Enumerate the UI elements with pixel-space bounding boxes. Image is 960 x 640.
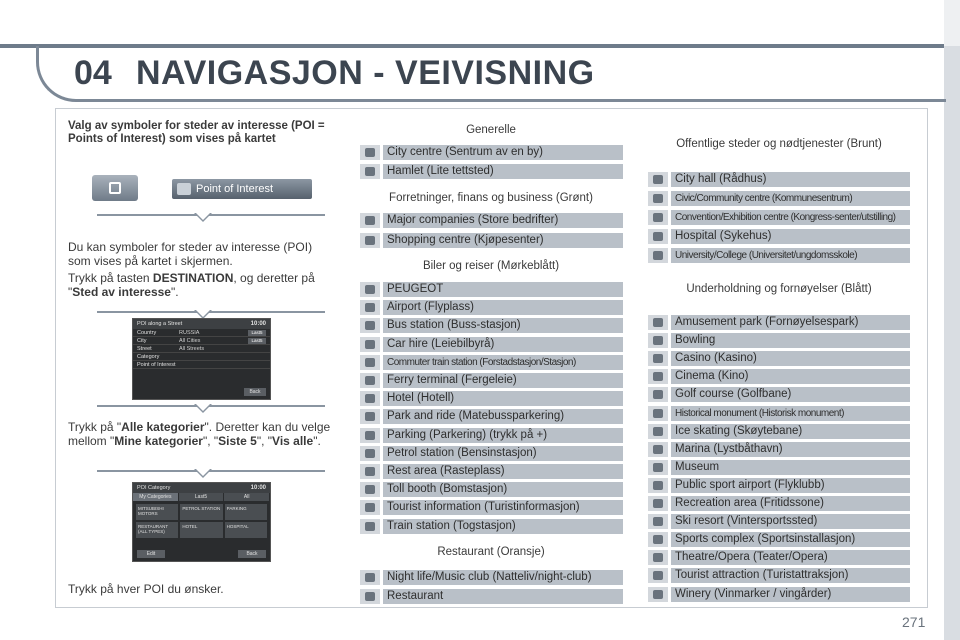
section-cars: Biler og reiser (Mørkeblått)	[422, 260, 560, 272]
poi-list-item	[648, 369, 910, 384]
poi-category-icon	[648, 387, 668, 402]
poi-list-item-label: City centre (Sentrum av en by)	[383, 145, 623, 160]
poi-list-item-label: Recreation area (Fritidssone)	[671, 496, 910, 511]
poi-list-item	[360, 337, 623, 352]
poi-list-item-label: Tourist information (Turistinformasjon)	[383, 500, 623, 515]
page-title: NAVIGASJON - VEIVISNING	[136, 54, 595, 92]
poi-button[interactable]	[172, 179, 312, 199]
poi-category-icon	[360, 391, 380, 406]
poi-category-icon	[360, 282, 380, 297]
poi-list-item	[648, 442, 910, 457]
poi-list-item	[360, 282, 623, 297]
poi-category-icon	[360, 145, 380, 160]
screenshot-poi-category: POI Category 10:00 My Categories Last5 All MITSUBISHI MOTORS PETROL STATION PARKING RESTAURANT (ALL TYPES) HOTEL HOSPITAL Edit Back	[132, 482, 271, 562]
poi-list-item	[360, 589, 623, 604]
poi-category-icon	[360, 500, 380, 515]
poi-category-icon	[648, 333, 668, 348]
poi-list-item-label: Park and ride (Matebussparkering)	[383, 409, 623, 424]
poi-list-item-label: Ice skating (Skøytebane)	[671, 424, 910, 439]
poi-list-item	[648, 532, 910, 547]
poi-list-item-label: Convention/Exhibition centre (Kongress-senter/utstilling)	[671, 210, 910, 225]
paragraph-1: Du kan symboler for steder av interesse (POI) som vises på kartet i skjermen.	[68, 240, 313, 268]
separator	[97, 470, 325, 472]
poi-button-label: Point of Interest	[196, 183, 274, 195]
poi-list-item	[648, 229, 910, 244]
poi-list-item	[648, 550, 910, 565]
poi-category-icon	[360, 300, 380, 315]
poi-list-item	[360, 391, 623, 406]
poi-list-item	[648, 587, 910, 602]
poi-list-item	[360, 164, 623, 179]
poi-list-item	[360, 500, 623, 515]
page-corner	[944, 0, 960, 46]
poi-list-item-label: Airport (Flyplass)	[383, 300, 623, 315]
poi-list-item	[648, 210, 910, 225]
poi-category-icon	[648, 514, 668, 529]
poi-list-item-label: Hamlet (Lite tettsted)	[383, 164, 623, 179]
poi-list-item	[360, 300, 623, 315]
poi-list-item	[648, 460, 910, 475]
poi-list-item-label: Rest area (Rasteplass)	[383, 464, 623, 479]
poi-category-icon	[360, 428, 380, 443]
poi-list-item-label: Public sport airport (Flyklubb)	[671, 478, 910, 493]
poi-category-icon	[648, 191, 668, 206]
poi-list-item-label: Golf course (Golfbane)	[671, 387, 910, 402]
section-restaurant: Restaurant (Oransje)	[437, 546, 545, 558]
poi-list-item	[648, 315, 910, 330]
paragraph-4: Trykk på hver POI du ønsker.	[68, 582, 224, 596]
map-dpad-button[interactable]	[92, 175, 138, 201]
poi-list-item-label: Ski resort (Vintersportssted)	[671, 514, 910, 529]
poi-category-icon	[648, 210, 668, 225]
poi-category-icon	[648, 315, 668, 330]
poi-category-icon	[360, 318, 380, 333]
separator	[97, 311, 325, 313]
poi-category-icon	[360, 355, 380, 370]
poi-list-item-label: Amusement park (Fornøyelsespark)	[671, 315, 910, 330]
poi-list-item	[648, 478, 910, 493]
poi-list-item-label: Winery (Vinmarker / vingårder)	[671, 587, 910, 602]
separator	[97, 214, 325, 216]
poi-list-item-label: Civic/Community centre (Kommunesentrum)	[671, 191, 910, 206]
poi-category-icon	[360, 164, 380, 179]
poi-category-icon	[648, 568, 668, 583]
poi-list-item-label: Restaurant	[383, 589, 623, 604]
paragraph-3: Trykk på "Alle kategorier". Deretter kan du velge mellom "Mine kategorier", "Siste 5", "Vis alle".	[68, 420, 331, 448]
poi-list-item-label: Commuter train station (Forstadstasjon/Stasjon)	[383, 355, 623, 370]
section-general: Generelle	[466, 124, 516, 136]
poi-category-icon	[648, 442, 668, 457]
poi-list-item	[360, 446, 623, 461]
poi-list-item	[360, 519, 623, 534]
poi-category-icon	[648, 351, 668, 366]
section-leisure: Underholdning og fornøyelser (Blått)	[686, 283, 872, 295]
poi-list-item-label: Hospital (Sykehus)	[671, 229, 910, 244]
poi-category-icon	[648, 406, 668, 421]
poi-list-item-label: Bus station (Buss-stasjon)	[383, 318, 623, 333]
poi-list-item-label: Night life/Music club (Natteliv/night-club)	[383, 570, 623, 585]
chapter-number: 04	[74, 54, 112, 92]
poi-list-item-label: Toll booth (Bomstasjon)	[383, 482, 623, 497]
poi-list-item	[648, 424, 910, 439]
separator	[97, 405, 325, 407]
poi-list-item	[360, 355, 623, 370]
poi-list-item	[360, 464, 623, 479]
poi-list-item-label: Sports complex (Sportsinstallasjon)	[671, 532, 910, 547]
poi-list-item	[360, 145, 623, 160]
poi-list-item-label: Car hire (Leiebilbyrå)	[383, 337, 623, 352]
poi-list-item-label: Casino (Kasino)	[671, 351, 910, 366]
poi-category-icon	[648, 478, 668, 493]
poi-category-icon	[648, 496, 668, 511]
poi-category-icon	[360, 233, 380, 248]
poi-list-item	[648, 496, 910, 511]
poi-list-item-label: Marina (Lystbåthavn)	[671, 442, 910, 457]
poi-list-item-label: Museum	[671, 460, 910, 475]
poi-list-item-label: Major companies (Store bedrifter)	[383, 213, 623, 228]
poi-list-item-label: PEUGEOT	[383, 282, 623, 297]
poi-list-item	[648, 514, 910, 529]
poi-category-icon	[360, 409, 380, 424]
page-edge-bar	[944, 46, 960, 640]
poi-list-item	[360, 318, 623, 333]
poi-list-item	[360, 373, 623, 388]
poi-category-icon	[648, 248, 668, 263]
poi-list-item-label: Shopping centre (Kjøpesenter)	[383, 233, 623, 248]
poi-category-icon	[648, 172, 668, 187]
dpad-icon	[109, 182, 121, 194]
poi-list-item	[648, 568, 910, 583]
poi-list-item	[648, 406, 910, 421]
poi-list-item	[360, 428, 623, 443]
poi-category-icon	[648, 550, 668, 565]
poi-list-item-label: Petrol station (Bensinstasjon)	[383, 446, 623, 461]
poi-list-item	[648, 333, 910, 348]
poi-list-item-label: Bowling	[671, 333, 910, 348]
poi-category-icon	[648, 587, 668, 602]
paragraph-2: Trykk på tasten DESTINATION, og deretter på "Sted av interesse".	[68, 271, 315, 299]
poi-category-icon	[360, 373, 380, 388]
poi-list-item-label: Historical monument (Historisk monument)	[671, 406, 910, 421]
poi-list-item	[360, 213, 623, 228]
poi-list-item-label: Train station (Togstasjon)	[383, 519, 623, 534]
poi-category-icon	[360, 337, 380, 352]
poi-category-icon	[360, 589, 380, 604]
screenshot-poi-street: POI along a Street 10:00 Country RUSSIA Last5 City All Cities Last5 Street All Streets Category Point of Interest Back	[132, 318, 271, 400]
poi-list-item	[360, 233, 623, 248]
poi-category-icon	[648, 532, 668, 547]
poi-icon	[177, 183, 191, 195]
poi-category-icon	[360, 519, 380, 534]
poi-list-item	[648, 387, 910, 402]
poi-list-item	[648, 172, 910, 187]
poi-category-icon	[360, 464, 380, 479]
section-public: Offentlige steder og nødtjenester (Brunt)	[676, 138, 882, 150]
intro-title: Valg av symboler for steder av interesse (POI = Points of Interest) som vises på kartet	[68, 120, 325, 145]
poi-category-icon	[648, 460, 668, 475]
poi-category-icon	[648, 369, 668, 384]
poi-list-item-label: Tourist attraction (Turistattraksjon)	[671, 568, 910, 583]
poi-list-item	[360, 409, 623, 424]
poi-list-item-label: Theatre/Opera (Teater/Opera)	[671, 550, 910, 565]
section-business: Forretninger, finans og business (Grønt)	[389, 192, 593, 204]
poi-list-item	[648, 248, 910, 263]
poi-list-item	[648, 351, 910, 366]
poi-list-item	[360, 570, 623, 585]
poi-category-icon	[360, 570, 380, 585]
poi-list-item-label: Parking (Parkering) (trykk på +)	[383, 428, 623, 443]
poi-list-item-label: City hall (Rådhus)	[671, 172, 910, 187]
poi-list-item	[648, 191, 910, 206]
poi-list-item-label: University/College (Universitet/ungdomsskole)	[671, 248, 910, 263]
page-number: 271	[902, 614, 926, 630]
poi-category-icon	[360, 446, 380, 461]
poi-list-item-label: Ferry terminal (Fergeleie)	[383, 373, 623, 388]
poi-list-item	[360, 482, 623, 497]
poi-category-icon	[648, 229, 668, 244]
poi-list-item-label: Hotel (Hotell)	[383, 391, 623, 406]
poi-category-icon	[360, 213, 380, 228]
poi-list-item-label: Cinema (Kino)	[671, 369, 910, 384]
poi-category-icon	[648, 424, 668, 439]
poi-category-icon	[360, 482, 380, 497]
